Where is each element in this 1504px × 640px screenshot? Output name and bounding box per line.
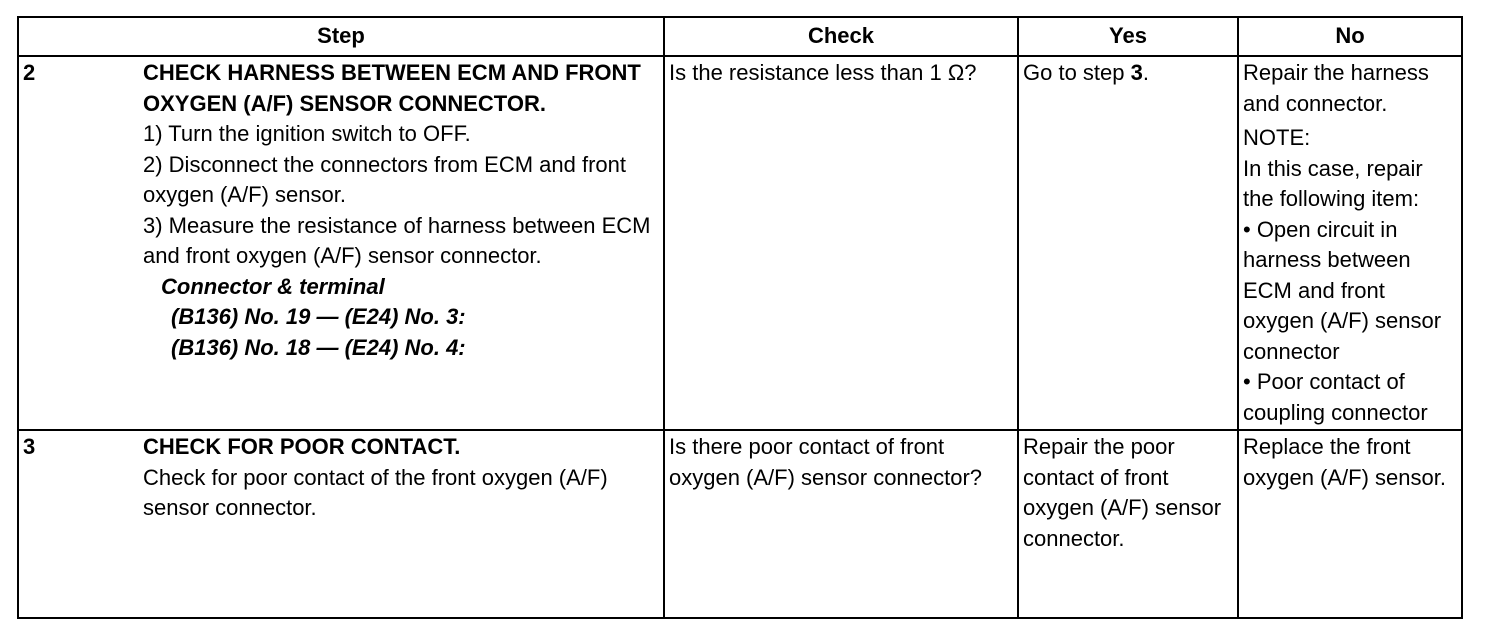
note-bullet: • Open circuit in harness between ECM and front oxygen (A/F) sensor connector (1243, 216, 1442, 364)
step-number: 2 (23, 60, 36, 85)
step-instruction: 3) Measure the resistance of harness between ECM and front oxygen (A/F) sensor connector. (143, 212, 651, 268)
header-yes: Yes (1018, 17, 1238, 56)
yes-step-ref: 3 (1130, 60, 1143, 85)
connector-terminal: (B136) No. 18 — (E24) No. 4: (171, 334, 466, 360)
no-main-text: Repair the harness and connector. (1243, 60, 1429, 116)
step-instruction: 2) Disconnect the connectors from ECM and front oxygen (A/F) sensor. (143, 151, 626, 207)
yes-cell: Repair the poor contact of front oxygen (A/F) sensor connector. (1018, 430, 1238, 618)
step-cell (18, 430, 664, 618)
step-instruction: 1) Turn the ignition switch to OFF. (143, 121, 471, 146)
step-title: CHECK FOR POOR CONTACT. (143, 434, 461, 459)
step-cell (18, 56, 664, 430)
no-cell (1238, 56, 1462, 430)
yes-cell (1018, 56, 1238, 430)
table-row (18, 56, 1462, 430)
header-row (18, 17, 1462, 56)
note-bullet: • Poor contact of coupling connector (1243, 369, 1428, 425)
check-cell: Is there poor contact of front oxygen (A/F) sensor connector? (664, 430, 1018, 618)
step-title: CHECK HARNESS BETWEEN ECM AND FRONT OXYGEN (A/F) SENSOR CONNECTOR. (143, 60, 641, 116)
connector-heading: Connector & terminal (161, 273, 385, 299)
step-number: 3 (23, 434, 36, 459)
header-no: No (1238, 17, 1462, 56)
no-cell: Replace the front oxygen (A/F) sensor. (1238, 430, 1462, 618)
header-check: Check (664, 17, 1018, 56)
diagnostic-table (17, 16, 1463, 619)
table-row (18, 430, 1462, 618)
connector-terminal: (B136) No. 19 — (E24) No. 3: (171, 304, 466, 329)
header-step: Step (18, 17, 664, 56)
check-cell: Is the resistance less than 1 Ω? (664, 56, 1018, 430)
yes-text: Go to step (1023, 60, 1131, 85)
note-label: NOTE: (1243, 125, 1311, 150)
yes-suffix: . (1142, 60, 1149, 85)
step-description: Check for poor contact of the front oxygen (A/F) sensor connector. (143, 464, 608, 520)
note-text: In this case, repair the following item: (1243, 155, 1423, 211)
